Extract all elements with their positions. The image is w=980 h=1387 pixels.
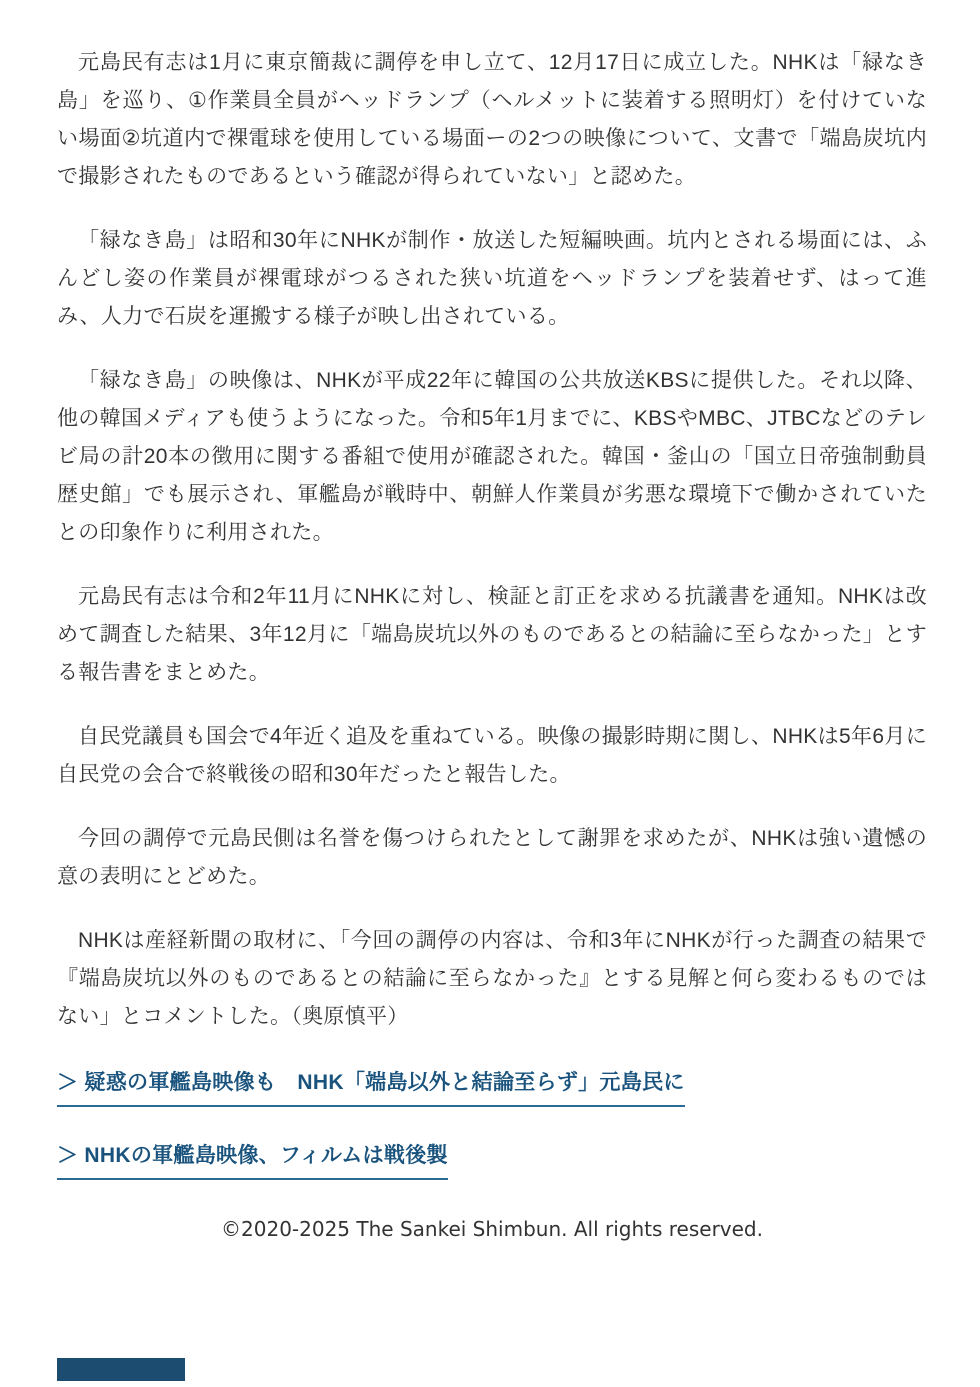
- related-links-section: [57, 1070, 927, 1180]
- paragraph: 元島民有志は1月に東京簡裁に調停を申し立て、12月17日に成立した。NHKは「緑なき島」を巡り、①作業員全員がヘッドランプ（ヘルメットに装着する照明灯）を付けていない場面②坑道内で裸電球を使用している場面ーの2つの映像について、文書で「端島炭坑内で撮影されたものであるという確認が得られていない」と認めた。: [57, 51, 927, 188]
- copyright-notice: ©2020-2025 The Sankei Shimbun. All rights reserved.: [221, 1217, 763, 1241]
- paragraph: 自民党議員も国会で4年近く追及を重ねている。映像の撮影時期に関し、NHKは5年6月に自民党の会合で終戦後の昭和30年だったと報告した。: [57, 725, 927, 786]
- paragraph: 今回の調停で元島民側は名誉を傷つけられたとして謝罪を求めたが、NHKは強い遺憾の意の表明にとどめた。: [57, 827, 927, 888]
- footer-element-partial: [57, 1358, 185, 1381]
- related-article-link-1[interactable]: ＞ 疑惑の軍艦島映像も NHK「端島以外と結論至らず」元島民に: [57, 1070, 685, 1107]
- paragraph: 元島民有志は令和2年11月にNHKに対し、検証と訂正を求める抗議書を通知。NHKは改めて調査した結果、3年12月に「端島炭坑以外のものであるとの結論に至らなかった」とする報告書をまとめた。: [57, 585, 927, 684]
- paragraph: 「緑なき島」は昭和30年にNHKが制作・放送した短編映画。坑内とされる場面には、ふんどし姿の作業員が裸電球がつるされた狭い坑道をヘッドランプを装着せず、はって進み、人力で石炭を運搬する様子が映し出されている。: [57, 229, 927, 328]
- paragraph: NHKは産経新聞の取材に、「今回の調停の内容は、令和3年にNHKが行った調査の結果で『端島炭坑以外のものであるとの結論に至らなかった』とする見解と何ら変わるものではない」とコメントした。（奥原慎平）: [57, 929, 927, 1028]
- paragraph: 「緑なき島」の映像は、NHKが平成22年に韓国の公共放送KBSに提供した。それ以降、他の韓国メディアも使うようになった。令和5年1月までに、KBSやMBC、JTBCなどのテレビ局の計20本の徴用に関する番組で使用が確認された。韓国・釜山の「国立日帝強制動員歴史館」でも展示され、軍艦島が戦時中、朝鮮人作業員が劣悪な環境下で働かされていたとの印象作りに利用された。: [57, 369, 927, 544]
- related-article-link-2[interactable]: ＞ NHKの軍艦島映像、フィルムは戦後製: [57, 1143, 448, 1180]
